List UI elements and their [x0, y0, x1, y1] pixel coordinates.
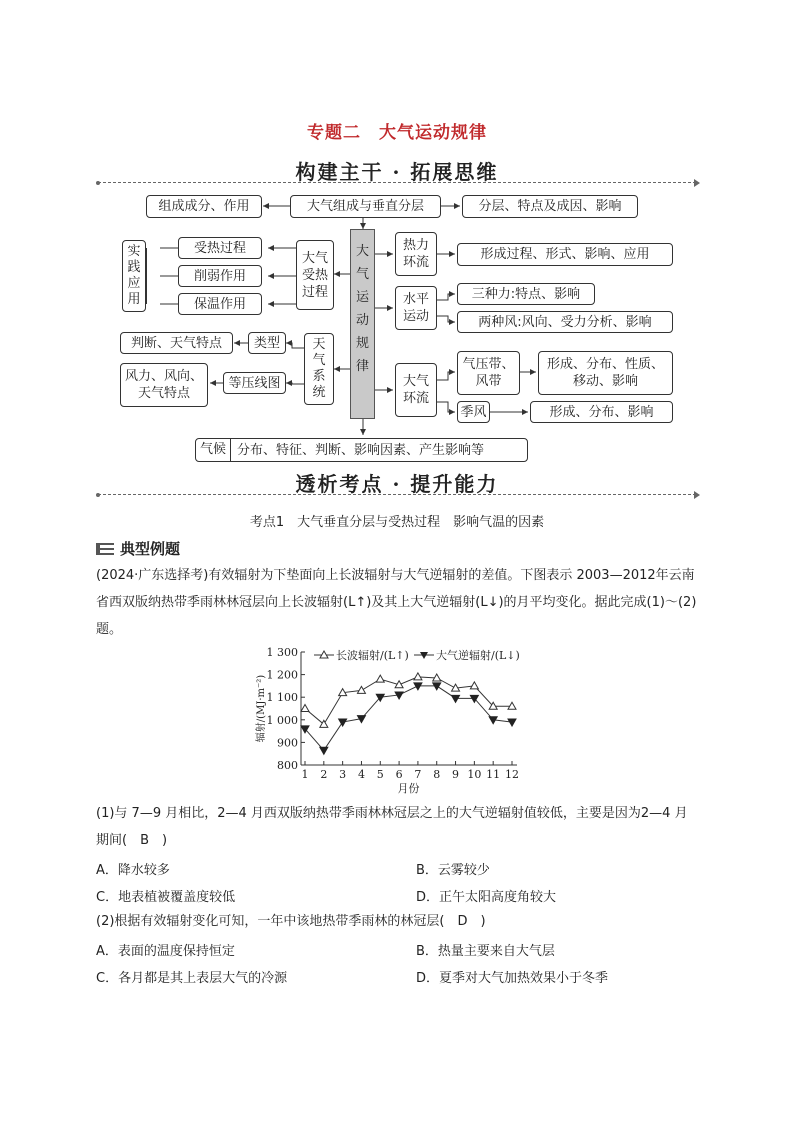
q2-option-c: C．各月都是其上表层大气的冷源 — [96, 971, 288, 986]
kaodian-heading: 考点1 大气垂直分层与受热过程 影响气温的因素 — [249, 515, 545, 530]
x-tick-label: 11 — [486, 768, 501, 781]
point-down — [320, 747, 328, 754]
point-up — [470, 682, 478, 689]
box-weakening: 削弱作用 — [178, 265, 262, 287]
q1-option-d: D．正午太阳高度角较大 — [416, 890, 557, 905]
y-tick-label: 1 300 — [266, 646, 298, 659]
box-layers-features: 分层、特点及成因、影响 — [462, 195, 638, 218]
q1-option-c: C．地表植被覆盖度较低 — [96, 890, 236, 905]
point-up — [508, 702, 516, 709]
x-tick-label: 3 — [339, 768, 347, 781]
box-pb-detail: 形成、分布、性质、移动、影响 — [538, 351, 673, 395]
section-heading-2: 透析考点 · 提升能力 — [295, 472, 499, 496]
climate-label: 气候 — [196, 439, 231, 461]
radiation-chart — [250, 640, 540, 798]
section-heading-1: 构建主干 · 拓展思维 — [295, 160, 499, 184]
box-monsoon: 季风 — [457, 401, 490, 423]
box-heating-process: 受热过程 — [178, 237, 262, 259]
chart-series — [301, 673, 516, 754]
box-thermal-detail: 形成过程、形式、影响、应用 — [457, 243, 673, 266]
box-monsoon-detail: 形成、分布、影响 — [530, 401, 673, 423]
box-three-forces: 三种力:特点、影响 — [457, 283, 595, 305]
q2-option-d: D．夏季对大气加热效果小于冬季 — [416, 971, 609, 986]
box-wind: 风力、风向、天气特点 — [120, 363, 208, 407]
legend-label-1: 长波辐射/(L↑) — [336, 649, 409, 662]
box-horizontal: 水平运动 — [395, 286, 437, 330]
point-up — [301, 705, 309, 712]
x-tick-label: 5 — [376, 768, 384, 781]
x-tick-label: 1 — [301, 768, 309, 781]
x-tick-label: 7 — [414, 768, 422, 781]
box-practice: 实践应用 — [122, 240, 146, 312]
point-up — [376, 675, 384, 682]
box-pressure-belt: 气压带、风带 — [457, 351, 520, 395]
list-icon — [96, 543, 114, 555]
x-tick-label: 4 — [357, 768, 365, 781]
y-tick-label: 1 200 — [266, 668, 298, 682]
chart-legend — [314, 648, 520, 662]
box-thermal: 热力环流 — [395, 232, 437, 276]
x-tick-label: 2 — [320, 768, 328, 781]
q2-option-a: A．表面的温度保持恒定 — [96, 944, 235, 959]
bracket-line — [146, 248, 161, 304]
box-climate — [195, 438, 528, 462]
box-two-winds: 两种风:风向、受力分析、影响 — [457, 311, 673, 333]
point-down — [508, 719, 516, 726]
x-axis-label: 月份 — [397, 782, 420, 795]
point-down — [452, 695, 460, 702]
y-axis-label: 辐射/(MJ·m⁻²) — [256, 674, 267, 743]
divider — [98, 494, 696, 495]
example-heading: 典型例题 — [96, 538, 180, 559]
x-tick-label: 12 — [505, 768, 519, 781]
y-tick-label: 1 000 — [266, 713, 298, 727]
box-vertical-layers: 大气组成与垂直分层 — [290, 195, 441, 218]
point-down — [433, 683, 441, 690]
x-tick-label: 10 — [467, 768, 482, 781]
q1-option-a: A．降水较多 — [96, 863, 170, 878]
box-type: 类型 — [248, 332, 286, 354]
x-tick-label: 8 — [433, 768, 441, 781]
chart-axes — [254, 646, 519, 795]
box-insulation: 保温作用 — [178, 293, 262, 315]
climate-detail: 分布、特征、判断、影响因素、产生影响等 — [237, 442, 485, 458]
point-down — [414, 683, 422, 690]
y-tick-label: 1 100 — [266, 691, 298, 705]
box-isobar: 等压线图 — [223, 372, 286, 394]
legend-label-2: 大气逆辐射/(L↓) — [436, 649, 520, 662]
y-tick-label: 800 — [277, 759, 298, 772]
series-line-1 — [305, 677, 512, 724]
y-tick-label: 900 — [277, 736, 298, 750]
box-composition: 组成成分、作用 — [146, 195, 262, 218]
question-intro: (2024·广东选择考)有效辐射为下垫面向上长波辐射与大气逆辐射的差值。下图表示 2003—2012年云南省西双版纳热带季雨林林冠层向上长波辐射(L↑)及其上大气逆辐射(L↓)的月平均变化。据此完成(1)～(2)题。 — [96, 568, 697, 637]
box-weather-system: 天气系统 — [304, 333, 334, 405]
q1-option-b: B．云雾较少 — [416, 863, 490, 878]
point-up — [414, 673, 422, 680]
point-up — [357, 686, 365, 693]
q1-stem: (1)与 7—9 月相比，2—4 月西双版纳热带季雨林林冠层之上的大气逆辐射值较低，主要是因为2—4 月期间( B ) — [96, 806, 688, 848]
box-atmo-motion: 大气运动规律 — [350, 229, 375, 419]
point-down — [339, 719, 347, 726]
q2-option-b: B．热量主要来自大气层 — [416, 944, 555, 959]
series-line-2 — [305, 686, 512, 750]
box-circulation: 大气环流 — [395, 363, 437, 417]
page-title: 专题二 大气运动规律 — [307, 123, 487, 143]
q2-stem: (2)根据有效辐射变化可知，一年中该地热带季雨林的林冠层( D ) — [96, 914, 486, 929]
box-atmo-heating: 大气受热过程 — [296, 240, 334, 310]
x-tick-label: 9 — [452, 768, 460, 781]
x-tick-label: 6 — [395, 768, 403, 781]
box-judge: 判断、天气特点 — [120, 332, 233, 354]
